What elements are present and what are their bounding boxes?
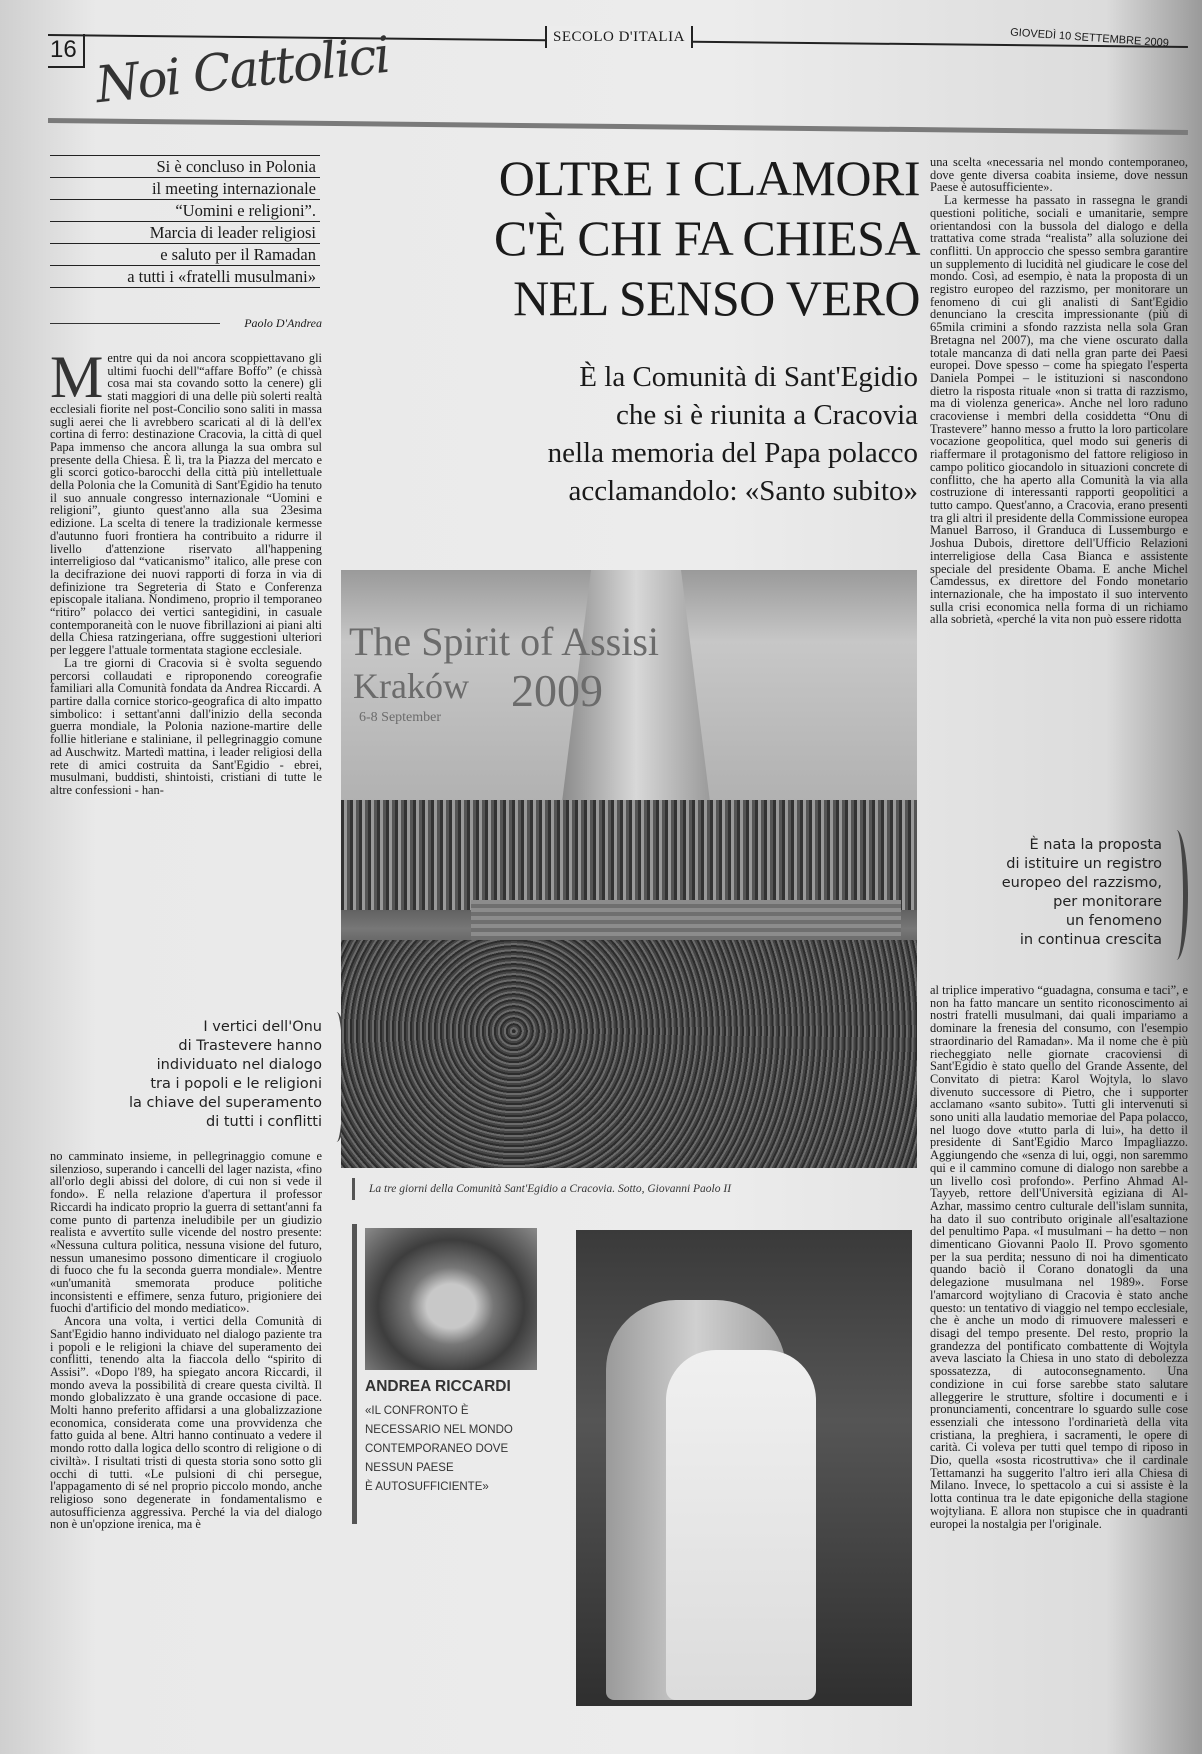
pull-quote-right (930, 836, 1188, 950)
pull-quote-line: I vertici dell'Onu (203, 1019, 322, 1035)
pull-quote-line: la chiave del superamento (129, 1095, 322, 1111)
quote-line: NESSUN PAESE (365, 1462, 454, 1474)
pull-quote-left (30, 1018, 348, 1132)
paragraph (50, 344, 322, 658)
riccardi-portrait (365, 1228, 537, 1370)
body-column-3 (930, 156, 1188, 626)
subheadline-line: È la Comunità di Sant'Egidio (579, 361, 918, 393)
subheadline-line: che si è riunita a Cracovia (616, 399, 918, 431)
page-number: 16 (48, 34, 85, 68)
body-column-3-continued (930, 984, 1188, 1530)
pull-quote-line: di tutti i conflitti (206, 1114, 322, 1130)
paragraph: La tre giorni di Cracovia si è svolta seguendo percorsi collaudati e riproponendo coreografie familiari alla Comunità fondata da Andrea Riccardi. A partire dalla cornice storico-geografica di alto impatto simbolico: i settant'anni dall'inizio della seconda guerra mondiale, la Polonia nazione-martire delle follie hitleriane e staliniane, il pellegrinaggio comune ad Auschwitz. Martedì mattina, i leader religiosi della rete di amici costruita da Sant'Egidio - ebrei, musulmani, buddisti, shintoisti, cristiani di tutte le altre confessioni - han- (50, 655, 322, 797)
quote-line: NECESSARIO NEL MONDO (365, 1424, 513, 1436)
issue-date: GIOVEDÌ 10 SETTEMBRE 2009 (1009, 26, 1170, 50)
subheadline (350, 358, 918, 510)
pull-quote-line: di istituire un registro (1006, 856, 1162, 872)
deck-line: il meeting internazionale (50, 177, 320, 199)
pull-quote-line: per monitorare (1053, 894, 1162, 910)
riccardi-box (352, 1224, 537, 1524)
masthead: SECOLO D'ITALIA (545, 26, 693, 48)
photo-stage (341, 800, 917, 910)
photo-caption: La tre giorni della Comunità Sant'Egidio a Cracovia. Sotto, Giovanni Paolo II (352, 1178, 929, 1200)
quote-line: È AUTOSUFFICIENTE» (365, 1481, 489, 1493)
photo-figure (666, 1350, 816, 1700)
headline (336, 148, 920, 328)
pull-quote-line: in continua crescita (1019, 932, 1162, 948)
paragraph: no camminato insieme, in pellegrinaggio comune e silenzioso, superando i cancelli del lager nazista, «fino all'orlo degli abissi del dolore, di cui non si vede il fondo». E nella relazione d'apertura il professor Riccardi ha indicato proprio la guerra di settant'anni fa come punto di partenza ineludibile per un giudizio realista e avvertito sulle vicende del nostro presente: «Nessuna cultura politica, nessuna visione del futuro, nessun umanesimo possono dimenticare il crogiuolo di fuoco che fu la seconda guerra mondiale». Mentre «un'umanità smemorata produce politiche inconsistenti e effimere, senza futuro, prigioniere dei fuochi d'artificio del mondo mediatico». (50, 1149, 322, 1316)
section-title: Noi Cattolici (92, 25, 392, 115)
drop-cap: M (50, 344, 104, 410)
subheadline-line: acclamandolo: «Santo subito» (568, 475, 918, 507)
headline-line: NEL SENSO VERO (513, 270, 920, 326)
paragraph: una scelta «necessaria nel mondo contemporaneo, dove gente diversa coabita insieme, dove nessun Paese è autosufficiente». (930, 155, 1188, 195)
body-column-1 (50, 344, 322, 797)
pull-quote-line: europeo del razzismo, (1001, 875, 1162, 891)
byline: Paolo D'Andrea (50, 316, 322, 330)
quote-line: «IL CONFRONTO È (365, 1405, 469, 1417)
paragraph: Ancora una volta, i vertici della Comunità di Sant'Egidio hanno individuato nel dialogo paziente tra i popoli e le religioni la chiave del superamento dei conflitti, tenendo alta la fiaccola dello “spirito di Assisi”. «Dopo l'89, ha spiegato ancora Riccardi, il mondo aveva la possibilità di creare questa civiltà. Il mondo globalizzato è una grande occasione di pace. Molti hanno preferito affidarsi a una globalizzazione economica, considerata come una provvidenza che fatto guida al bene. Altri hanno continuato a vedere il mondo rotto dalla logica dello scontro di religione o di civiltà». I risultati tristi di questa storia sono sotto gli occhi di tutti. «Le pulsioni di chi persegue, l'appagamento di sé nel proprio piccolo mondo, anche religioso sono degenerate in fondamentalismo e autosufficienza aggressiva. Perché la via del dialogo non è un'opzione irenica, ma è (50, 1314, 322, 1532)
body-column-1-continued (50, 1150, 322, 1531)
paragraph-text: entre qui da noi ancora scoppiettavano gli ultimi fuochi dell'“affare Boffo” (e chissà cosa mai sta covando sotto la cenere) gli stati maggiori di una delle più solerti realtà ecclesiali fiorite nel post-Concilio sono saliti in massa sugli aerei che li avrebbero scaricati al di là dell'ex cortina di ferro: destinazione Cracovia, la città di quel Papa immenso che ancora allunga la sua ombra sul presente della Chiesa. È lì, tra la Piazza del mercato e gli scorci gotico-barocchi della città più intellettuale della Polonia che la Comunità di Sant'Egidio ha tenuto il suo annuale congresso internazionale “Uomini e religioni”, giunto quest'anno alla sua 23esima edizione. La scelta di tenere la tradizionale kermesse d'autunno fuori frontiera ha contribuito a ridurre il livello d'attenzione riservato all'happening interreligioso dal “vaticanismo” italico, alle prese con la decifrazione dei nuovi rapporti di forza in via di definizione tra Segreteria di Stato e Conferenza episcopale italiana. Nondimeno, proprio il temporaneo “ritiro” polacco dei vertici santegidini, in casuale contemporaneità con le nuove fibrillazioni ai piani alti della Chiesa ratzingeriana, offre suggestioni ulteriori per leggere l'attuale tormentata stagione ecclesiale. (50, 351, 322, 658)
deck-line: e saluto per il Ramadan (50, 243, 320, 265)
pull-quote-line: di Trastevere hanno (178, 1038, 322, 1054)
photo-banner-year: 2009 (511, 665, 603, 716)
riccardi-quote (365, 1402, 541, 1497)
paragraph: al triplice imperativo “guadagna, consuma e taci”, e non ha fatto mancare un sentito riconoscimento ai nostri fratelli musulmani, dai quali impariamo a dominare la frenesia del consumo, con l'esempio straordinario del Ramadan». Ma il nome che è più riecheggiato nelle giornate cracoviensi di Sant'Egidio è stato quello del Grande Assente, del Convitato di pietra: Karol Wojtyla, lo slavo divenuto successore di Pietro, che i supporter acclamano «santo subito». Tutti gli intervenuti si sono uniti alla laudatio memoriae del Papa polacco, nel luogo dove «tutto parla di lui», ha detto il presidente di Sant'Egidio Marco Impagliazzo. Aggiungendo che «senza di lui, oggi, non saremmo qui e il cammino comune di dialogo non sarebbe a un livello così profondo». Perfino Ahmad Al-Tayyeb, rettore dell'Università egiziana di Al-Azhar, massimo centro culturale dell'islam sunnita, ha dato il suo contributo originale all'esaltazione del penultimo Papa. «I musulmani – ha detto – non dimenticano Giovanni Paolo II. Provo sgomento per la sua perdita; nessuno di noi ha dimenticato quando baciò il Corano donatogli da una delegazione musulmana nel 1989». Forse l'amarcord wojtyliano di Cracovia è stato anche questo: un tentativo di viaggio nel tempo ecclesiale, che è anche un modo di rimuovere malesseri e disagi del tempo presente. Del resto, proprio la grandezza del pontificato combattente di Wojtyla aveva lasciato la Chiesa in uno stato di debolezza spossatezza, di autoconsegnamento. Una condizione in cui forse sarebbe stato salutare alleggerire le strutture, sfoltire i documenti e i pronunciamenti, concentrare lo sguardo sulle cose essenziali che intessono l'ordinarietà della vita cristiana, la preghiera, i sacramenti, le opere di carità. Ci voleva per tutti quel tempo di riposo in Dio, quella «sosta ricostruttiva» che il cardinale Tettamanzi ha suggerito l'altro ieri alla Chiesa di Milano. Invece, lo spettacolo a cui si assiste è la lotta continua tra le date epigoniche della stagione wojtyliana. E allora non stupisce che in quadranti europei la nostalgia per l'originale. (930, 983, 1188, 1531)
deck-line: “Uomini e religioni”. (50, 199, 320, 221)
quote-line: CONTEMPORANEO DOVE (365, 1443, 509, 1455)
photo-banner-text: The Spirit of Assisi (349, 619, 660, 664)
photo-banner-text: 6-8 September (359, 710, 442, 725)
photo-crowd (341, 940, 917, 1168)
pull-quote-line: tra i popoli e le religioni (150, 1076, 322, 1092)
pull-quote-line: È nata la proposta (1029, 837, 1162, 853)
headline-line: OLTRE I CLAMORI (498, 150, 920, 206)
bracket-decoration (1165, 830, 1188, 960)
paragraph: La kermesse ha passato in rassegna le grandi questioni politiche, sociali e umanitarie, sempre orientandosi con la bussola del dialogo e della trattativa come strada “realista” alla soluzione dei conflitti. Un approccio che spesso sembra garantire un supplemento di lucidità nel giudicare le cose del mondo. Così, ad esempio, è nata la proposta di un registro europeo del razzismo, per monitorare un fenomeno di cui gli analisti di Sant'Egidio denunciano la crescita impressionante (più di 65mila crimini a sfondo razzista nella sola Gran Bretagna nel 2007), ma che viene oscurato dalla totale mancanza di dati nella gran parte dei Paesi europei. Dove spesso – come ha spiegato l'esperta Daniela Pompei – le istituzioni si nascondono dietro la risposta rituale «non si tratta di razzismo, ma di violenza generica». Anche nel loro raduno cracoviense i membri della cosiddetta “Onu di Trastevere” hanno messo a frutto la loro particolare vocazione geopolitica, quel modo sui generis di riaffermare il protagonismo del fattore religioso in campo politico giocandolo in situazioni concrete di conflitto, che ha aperto alla Comunità la via alla costruzione di interessanti rapporti geopolitici a tutto campo. Quest'anno, a Cracovia, erano presenti tra gli altri il presidente della Commissione europea Manuel Barroso, il Granduca di Lussemburgo e Joshua Dubois, direttore dell'Ufficio Relazioni interreligiose della Casa Bianca e assistente speciale del presidente Obama. E anche Michel Camdessus, ex direttore del Fondo monetario internazionale, che ha impostato il suo intervento sulla crisi economica nella forma di un richiamo alla sobrietà, «perché la vita non può essere ridotta (930, 193, 1188, 627)
deck-line: a tutti i «fratelli musulmani» (50, 265, 320, 288)
riccardi-name: ANDREA RICCARDI (365, 1378, 511, 1395)
deck-line: Marcia di leader religiosi (50, 221, 320, 243)
section-rule (48, 118, 1188, 135)
event-photo (341, 570, 917, 1168)
pull-quote-line: individuato nel dialogo (156, 1057, 322, 1073)
subheadline-line: nella memoria del Papa polacco (547, 437, 918, 469)
article-deck (50, 155, 320, 288)
photo-banner-text: Kraków (353, 666, 469, 706)
pull-quote-line: un fenomeno (1065, 913, 1162, 929)
headline-line: C'È CHI FA CHIESA (493, 210, 920, 266)
deck-line: Si è concluso in Polonia (50, 155, 320, 177)
pope-photo (576, 1230, 912, 1706)
